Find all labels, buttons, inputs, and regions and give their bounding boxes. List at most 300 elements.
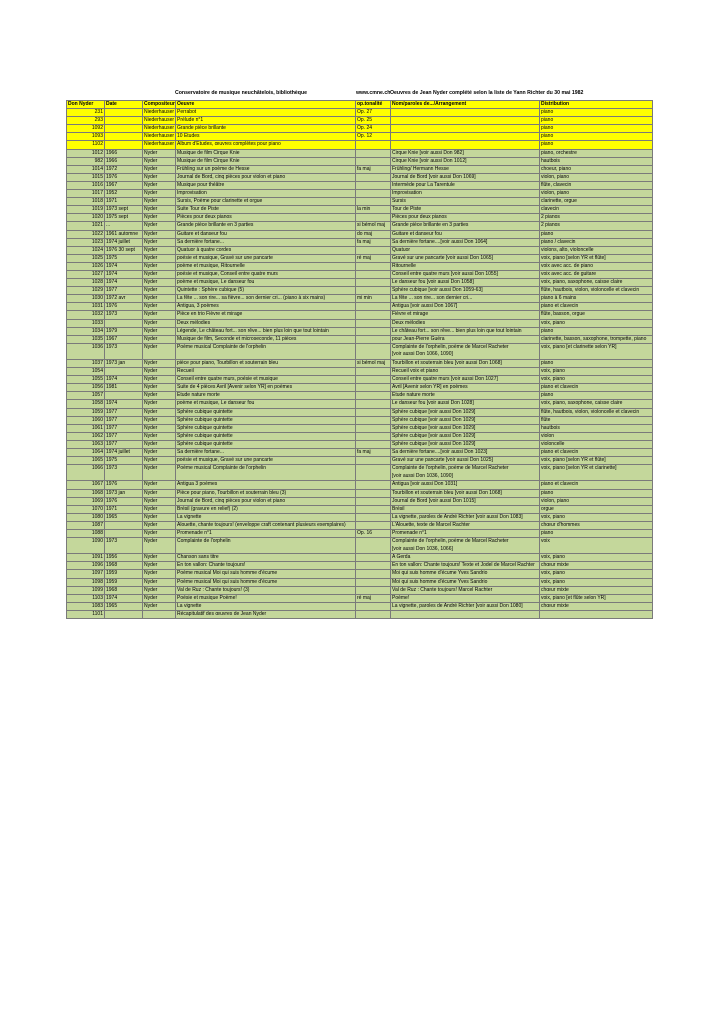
cell-don-nyder: 1063 (67, 440, 105, 448)
cell-date (105, 521, 143, 529)
cell-nom-paroles: Brésil (391, 505, 540, 513)
cell-distribution: voix, piano, saxophone, caisse claire (540, 279, 653, 287)
cell-nom-paroles: Grande pièce brillante en 3 parties (391, 222, 540, 230)
cell-date: 1971 (105, 505, 143, 513)
cell-nom-paroles: Frühling/ Hermann Hesse (391, 165, 540, 173)
library-name: Conservatoire de musique neuchâtelois, bibliothèque (175, 90, 308, 96)
cell-don-nyder: 1087 (67, 521, 105, 529)
table-row (67, 529, 653, 537)
cell-don-nyder: 1093 (67, 133, 105, 141)
cell-op-tonalite (356, 513, 391, 521)
cell-distribution: voix, piano (540, 368, 653, 376)
cell-date (105, 610, 143, 618)
cell-distribution: piano / clavecin (540, 238, 653, 246)
cell-distribution: chœur mixte (540, 562, 653, 570)
cell-distribution: hautbois (540, 157, 653, 165)
cell-oeuvre: Journal de Bord, cinq pièces pour violon et piano (176, 497, 356, 505)
cell-oeuvre: Antigua 3 poèmes (176, 481, 356, 489)
cell-op-tonalite (356, 368, 391, 376)
cell-op-tonalite (356, 270, 391, 278)
cell-op-tonalite (356, 424, 391, 432)
cell-nom-paroles: Antigua [voir aussi Don 1031] (391, 481, 540, 489)
cell-oeuvre: La vignette (176, 513, 356, 521)
cell-nom-paroles: Tour de Piste (391, 206, 540, 214)
cell-don-nyder: 1029 (67, 287, 105, 295)
cell-date (105, 529, 143, 537)
cell-oeuvre: poème et musique, Ritournelle (176, 262, 356, 270)
table-row (67, 594, 653, 602)
cell-nom-paroles (391, 117, 540, 125)
cell-oeuvre: Sphère cubique quintette (176, 440, 356, 448)
table-row (67, 173, 653, 181)
table-row (67, 206, 653, 214)
cell-op-tonalite: do maj (356, 230, 391, 238)
table-row (67, 190, 653, 198)
cell-oeuvre: Sphère cubique quintette (176, 432, 356, 440)
cell-oeuvre: poème et musique, Le danseur fou (176, 279, 356, 287)
cell-op-tonalite (356, 489, 391, 497)
cell-compositeur: Nyder (143, 149, 176, 157)
cell-nom-paroles: Pièces pour deux pianos (391, 214, 540, 222)
cell-oeuvre: poésie et musique, Conseil entre quatre murs (176, 270, 356, 278)
cell-date: 1952 (105, 190, 143, 198)
cell-date: 1977 (105, 408, 143, 416)
cell-compositeur: Nyder (143, 181, 176, 189)
cell-don-nyder: 1060 (67, 416, 105, 424)
cell-oeuvre: Chanson sans titre (176, 554, 356, 562)
cell-don-nyder: 1058 (67, 400, 105, 408)
cell-compositeur: Nyder (143, 270, 176, 278)
cell-don-nyder: 1016 (67, 181, 105, 189)
cell-compositeur: Nyder (143, 602, 176, 610)
cell-op-tonalite (356, 416, 391, 424)
cell-oeuvre: Perrabot (176, 109, 356, 117)
cell-compositeur: Nyder (143, 432, 176, 440)
cell-distribution: violon, piano (540, 173, 653, 181)
cell-oeuvre: 10 Etudes (176, 133, 356, 141)
cell-compositeur: Nyder (143, 319, 176, 327)
cell-oeuvre: Pièce en trio Fièvre et mirage (176, 311, 356, 319)
cell-oeuvre: Musique de film Cirque Knie (176, 149, 356, 157)
cell-date: 1959 (105, 570, 143, 578)
table-row (67, 303, 653, 311)
cell-distribution: chœur d'hommes (540, 521, 653, 529)
table-row (67, 262, 653, 270)
header-nom-paroles: Nom/paroles de.../Arrangement (391, 101, 540, 109)
cell-nom-paroles: Sphère cubique [voir aussi Don 1029] (391, 424, 540, 432)
cell-distribution: violon, piano (540, 190, 653, 198)
cell-distribution: flûte, hautbois, violon, violoncelle et clavecin (540, 408, 653, 416)
cell-compositeur: Nyder (143, 586, 176, 594)
table-row (67, 287, 653, 295)
cell-don-nyder: 1022 (67, 230, 105, 238)
cell-don-nyder: 1035 (67, 335, 105, 343)
cell-date (105, 133, 143, 141)
cell-date: 1974 (105, 279, 143, 287)
cell-oeuvre: poème et musique, Le danseur fou (176, 400, 356, 408)
cell-compositeur: Nyder (143, 222, 176, 230)
cell-oeuvre: Légende, Le château fort... son rêve... bien plus loin que tout lointain (176, 327, 356, 335)
cell-date: 1974 juillet (105, 449, 143, 457)
cell-compositeur: Nyder (143, 384, 176, 392)
cell-op-tonalite (356, 497, 391, 505)
cell-don-nyder: 1015 (67, 173, 105, 181)
cell-compositeur: Nyder (143, 279, 176, 287)
cell-compositeur: Nyder (143, 311, 176, 319)
cell-op-tonalite (356, 554, 391, 562)
table-row (67, 270, 653, 278)
cell-op-tonalite (356, 157, 391, 165)
cell-date: 1974 (105, 376, 143, 384)
cell-nom-paroles: Le danseur fou [voir aussi Don 1058] (391, 279, 540, 287)
cell-nom-paroles: Journal de Bord [voir aussi Don 1069] (391, 173, 540, 181)
cell-don-nyder: 1059 (67, 408, 105, 416)
cell-nom-paroles: Ritournelle (391, 262, 540, 270)
header-distribution: Distribution (540, 101, 653, 109)
cell-don-nyder: 1037 (67, 360, 105, 368)
cell-oeuvre: Récapitulatif des œuvres de Jean Nyder (176, 610, 356, 618)
cell-compositeur (143, 610, 176, 618)
cell-distribution: voix, piano (540, 513, 653, 521)
cell-nom-paroles: Guitare et danseur fou (391, 230, 540, 238)
cell-compositeur: Nyder (143, 521, 176, 529)
cell-distribution: piano et clavecin (540, 481, 653, 489)
table-row (67, 254, 653, 262)
cell-op-tonalite (356, 538, 391, 554)
cell-nom-paroles (391, 610, 540, 618)
cell-compositeur: Nyder (143, 497, 176, 505)
cell-don-nyder: 1034 (67, 327, 105, 335)
table-row (67, 230, 653, 238)
cell-oeuvre: pièce pour piano, Tourbillon et souterrain bleu (176, 360, 356, 368)
cell-don-nyder: 1099 (67, 586, 105, 594)
cell-nom-paroles: Intermède pour La Tarentule (391, 181, 540, 189)
table-row (67, 165, 653, 173)
cell-oeuvre: Deux mélodies (176, 319, 356, 327)
cell-op-tonalite: Op. 24 (356, 125, 391, 133)
cell-distribution: piano (540, 117, 653, 125)
cell-distribution: orgue (540, 505, 653, 513)
cell-nom-paroles: Sphère cubique [voir aussi Don 1059-63] (391, 287, 540, 295)
cell-compositeur: Nyder (143, 254, 176, 262)
cell-distribution: voix (540, 538, 653, 554)
cell-oeuvre: Musique pour théâtre (176, 181, 356, 189)
cell-oeuvre: Suite Tour de Piste (176, 206, 356, 214)
cell-compositeur: Nyder (143, 214, 176, 222)
cell-nom-paroles: Improvisation (391, 190, 540, 198)
cell-date: 1974 (105, 400, 143, 408)
cell-don-nyder: 1055 (67, 376, 105, 384)
cell-op-tonalite (356, 400, 391, 408)
cell-distribution: chœur mixte (540, 586, 653, 594)
cell-op-tonalite (356, 432, 391, 440)
cell-compositeur: Nyder (143, 457, 176, 465)
cell-date: 1974 (105, 262, 143, 270)
header-date: Date (105, 101, 143, 109)
cell-nom-paroles: Antigua [voir aussi Don 1067] (391, 303, 540, 311)
cell-op-tonalite (356, 311, 391, 319)
table-row (67, 335, 653, 343)
cell-nom-paroles: La fête ... son rire... son dernier cri... (391, 295, 540, 303)
cell-nom-paroles: Sphère cubique [voir aussi Don 1029] (391, 432, 540, 440)
cell-don-nyder: 1080 (67, 513, 105, 521)
cell-distribution: voix avec acc. de piano (540, 262, 653, 270)
cell-don-nyder: 1018 (67, 198, 105, 206)
cell-nom-paroles: Sphère cubique [voir aussi Don 1029] (391, 440, 540, 448)
table-row (67, 538, 653, 554)
cell-compositeur: Nyder (143, 529, 176, 537)
cell-distribution: piano et clavecin (540, 449, 653, 457)
cell-compositeur: Nyder (143, 198, 176, 206)
header-row (67, 101, 653, 109)
table-row (67, 181, 653, 189)
table-row (67, 554, 653, 562)
cell-oeuvre: Poésie et musique Poème! (176, 594, 356, 602)
cell-don-nyder: 1017 (67, 190, 105, 198)
cell-distribution: clarinette, basson, saxophone, trompette, piano (540, 335, 653, 343)
cell-distribution: clavecin (540, 206, 653, 214)
cell-date: 1977 (105, 287, 143, 295)
cell-date: 1975 (105, 254, 143, 262)
cell-distribution: voix, piano (540, 570, 653, 578)
cell-op-tonalite: fa maj (356, 449, 391, 457)
cell-oeuvre: Alouette, chante toujours! (enveloppe craft contenant plusieurs exemplaires) (176, 521, 356, 529)
table-row (67, 133, 653, 141)
cell-compositeur: Nyder (143, 392, 176, 400)
cell-nom-paroles: A Gerda (391, 554, 540, 562)
cell-date: 1973 (105, 343, 143, 359)
cell-don-nyder: 1101 (67, 610, 105, 618)
cell-don-nyder: 1066 (67, 465, 105, 481)
table-row (67, 125, 653, 133)
cell-compositeur: Niederhauser (144, 117, 175, 124)
cell-distribution: piano (540, 141, 653, 149)
header-compositeur: Compositeur (144, 101, 175, 107)
cell-compositeur: Niederhauser (144, 125, 175, 132)
website: www.cmne.ch (356, 90, 390, 96)
table-row (67, 109, 653, 117)
cell-date: 1976 (105, 497, 143, 505)
table-row (67, 214, 653, 222)
cell-date: 1968 (105, 562, 143, 570)
cell-op-tonalite (356, 521, 391, 529)
cell-nom-paroles: Deux mélodies (391, 319, 540, 327)
cell-compositeur: Nyder (143, 578, 176, 586)
cell-compositeur: Nyder (143, 238, 176, 246)
cell-distribution: piano (540, 125, 653, 133)
cell-don-nyder: 1056 (67, 384, 105, 392)
cell-distribution: piano et clavecin (540, 303, 653, 311)
cell-don-nyder: 1069 (67, 497, 105, 505)
cell-compositeur: Nyder (143, 335, 176, 343)
cell-oeuvre: Journal de Bord, cinq pièces pour violon et piano (176, 173, 356, 181)
table-row (67, 465, 653, 481)
cell-oeuvre: Musique de film Cirque Knie (176, 157, 356, 165)
cell-compositeur: Nyder (143, 368, 176, 376)
cell-oeuvre: Guitare et danseur fou (176, 230, 356, 238)
table-row (67, 521, 653, 529)
cell-oeuvre: Grande pièce brillante (176, 125, 356, 133)
table-row (67, 610, 653, 618)
cell-compositeur: Nyder (143, 327, 176, 335)
table-row (67, 319, 653, 327)
cell-compositeur: Nyder (143, 562, 176, 570)
cell-op-tonalite (356, 246, 391, 254)
table-row (67, 513, 653, 521)
cell-nom-paroles: Le château fort... son rêve... bien plus loin que tout lointain (391, 327, 540, 335)
cell-oeuvre: Complainte de l'orphelin (176, 538, 356, 554)
cell-oeuvre: Sphère cubique quintette (176, 408, 356, 416)
cell-nom-paroles: L'Alouette, texte de Marcel Rachter (391, 521, 540, 529)
cell-don-nyder: 1097 (67, 570, 105, 578)
cell-date: 1973 (105, 538, 143, 554)
cell-distribution: piano (540, 109, 653, 117)
catalog-title: Oeuvres de Jean Nyder complété selon la liste de Yann Richter du 30 mai 1982 (390, 90, 584, 96)
cell-op-tonalite (356, 319, 391, 327)
cell-don-nyder: 1070 (67, 505, 105, 513)
cell-op-tonalite: Op. 16 (356, 529, 391, 537)
cell-don-nyder: 1062 (67, 432, 105, 440)
cell-compositeur: Nyder (143, 481, 176, 489)
cell-nom-paroles (391, 109, 540, 117)
cell-distribution: voix, piano [et flûte selon YR] (540, 594, 653, 602)
cell-date: 1965 (105, 513, 143, 521)
cell-oeuvre: Grande pièce brillante en 3 parties (176, 222, 356, 230)
cell-distribution: piano (540, 230, 653, 238)
cell-compositeur: Nyder (143, 440, 176, 448)
cell-op-tonalite (356, 279, 391, 287)
cell-don-nyder: 1027 (67, 270, 105, 278)
cell-nom-paroles: Journal de Bord [voir aussi Don 1015] (391, 497, 540, 505)
cell-don-nyder: 231 (67, 109, 105, 117)
table-row (67, 408, 653, 416)
table-row (67, 343, 653, 359)
cell-distribution: flûte, hautbois, violon, violoncelle et clavecin (540, 287, 653, 295)
cell-don-nyder: 1033 (67, 319, 105, 327)
cell-don-nyder: 1028 (67, 279, 105, 287)
cell-compositeur: Nyder (143, 287, 176, 295)
cell-distribution: hautbois (540, 424, 653, 432)
cell-compositeur: Nyder (143, 246, 176, 254)
cell-op-tonalite: mi min (356, 295, 391, 303)
cell-op-tonalite (356, 376, 391, 384)
cell-op-tonalite: Op. 12 (356, 133, 391, 141)
works-table (66, 100, 653, 619)
cell-nom-paroles: Complainte de l'orphelin, poème de Marcel Racheter [voir aussi Don 1036, 1090] (391, 465, 540, 481)
cell-distribution: piano, orchestre (540, 149, 653, 157)
cell-op-tonalite (356, 392, 391, 400)
cell-compositeur: Nyder (143, 424, 176, 432)
cell-date: 1961 automne (105, 230, 143, 238)
cell-date (105, 392, 143, 400)
cell-nom-paroles (391, 133, 540, 141)
table-row (67, 368, 653, 376)
cell-compositeur: Niederhauser (144, 109, 175, 116)
cell-op-tonalite (356, 578, 391, 586)
cell-date: ... (105, 222, 143, 230)
cell-oeuvre: Pièces pour deux pianos (176, 214, 356, 222)
cell-nom-paroles: En ton vallon: Chante toujours! Texte et Jodel de Marcel Rachter (391, 562, 540, 570)
cell-don-nyder: 1012 (67, 149, 105, 157)
cell-nom-paroles: Complainte de l'orphelin, poème de Marcel Racheter [voir aussi Don 1066, 1090] (391, 343, 540, 359)
cell-don-nyder: 1025 (67, 254, 105, 262)
cell-date (105, 125, 143, 133)
cell-op-tonalite (356, 303, 391, 311)
cell-nom-paroles: Conseil entre quatre murs [voir aussi Don 1027] (391, 376, 540, 384)
cell-compositeur: Nyder (143, 449, 176, 457)
cell-compositeur: Nyder (143, 303, 176, 311)
table-row (67, 432, 653, 440)
table-row (67, 384, 653, 392)
cell-date: 1966 (105, 157, 143, 165)
cell-date: 1976 (105, 481, 143, 489)
cell-oeuvre: Sa dernière fortane... (176, 238, 356, 246)
cell-distribution: piano (540, 529, 653, 537)
table-row (67, 157, 653, 165)
cell-date: 1975 sept (105, 214, 143, 222)
cell-distribution: voix avec acc. de guitare (540, 270, 653, 278)
cell-compositeur: Nyder (143, 206, 176, 214)
table-row (67, 400, 653, 408)
cell-compositeur: Nyder (143, 262, 176, 270)
cell-op-tonalite: ré maj (356, 254, 391, 262)
cell-oeuvre: La vignette (176, 602, 356, 610)
cell-distribution: voix, piano (540, 319, 653, 327)
cell-nom-paroles: Moi qui suis homme d'écume Yves Sandrio (391, 570, 540, 578)
cell-don-nyder: 1102 (67, 141, 105, 149)
cell-nom-paroles: Sursis (391, 198, 540, 206)
cell-date: 1973 (105, 465, 143, 481)
cell-compositeur: Nyder (143, 554, 176, 562)
cell-compositeur: Niederhauser (144, 133, 175, 140)
cell-op-tonalite (356, 141, 391, 149)
table-row (67, 117, 653, 125)
cell-oeuvre: Album d'Etudes, œuvres complètes pour piano (176, 141, 356, 149)
cell-nom-paroles: La vignette, paroles de André Richter [voir aussi Don 1080] (391, 602, 540, 610)
cell-date: 1979 (105, 327, 143, 335)
header-op-tonalite: op.tonalité (356, 101, 391, 109)
cell-nom-paroles: pour Jean-Pierre Guéra (391, 335, 540, 343)
cell-oeuvre: Poème musical Complainte de l'orphelin (176, 343, 356, 359)
cell-op-tonalite (356, 440, 391, 448)
cell-nom-paroles: Cirque Knie [voir aussi Don 1012] (391, 157, 540, 165)
cell-date: 1967 (105, 335, 143, 343)
cell-distribution: piano (540, 392, 653, 400)
cell-don-nyder: 1090 (67, 538, 105, 554)
cell-nom-paroles: Val de Ruz : Chante toujours! Marcel Rachter (391, 586, 540, 594)
cell-nom-paroles: Recueil voix et piano (391, 368, 540, 376)
cell-date: 1972 avr (105, 295, 143, 303)
cell-op-tonalite: ré maj (356, 594, 391, 602)
cell-distribution: violon, piano (540, 497, 653, 505)
table-row (67, 238, 653, 246)
cell-nom-paroles: Fièvre et mirage (391, 311, 540, 319)
cell-oeuvre: Recueil (176, 368, 356, 376)
cell-don-nyder: 1067 (67, 481, 105, 489)
cell-distribution: violon (540, 432, 653, 440)
cell-nom-paroles (391, 125, 540, 133)
table-row (67, 457, 653, 465)
cell-compositeur: Nyder (143, 295, 176, 303)
cell-distribution: flûte (540, 416, 653, 424)
cell-op-tonalite: la min (356, 206, 391, 214)
cell-distribution: voix, piano [selon YR et flûte] (540, 254, 653, 262)
cell-oeuvre: Sursis, Poème pour clarinette et orgue (176, 198, 356, 206)
cell-distribution: voix, piano, saxophone, caisse claire (540, 400, 653, 408)
cell-compositeur: Niederhauser (144, 141, 175, 148)
cell-don-nyder: 1019 (67, 206, 105, 214)
cell-date (105, 109, 143, 117)
